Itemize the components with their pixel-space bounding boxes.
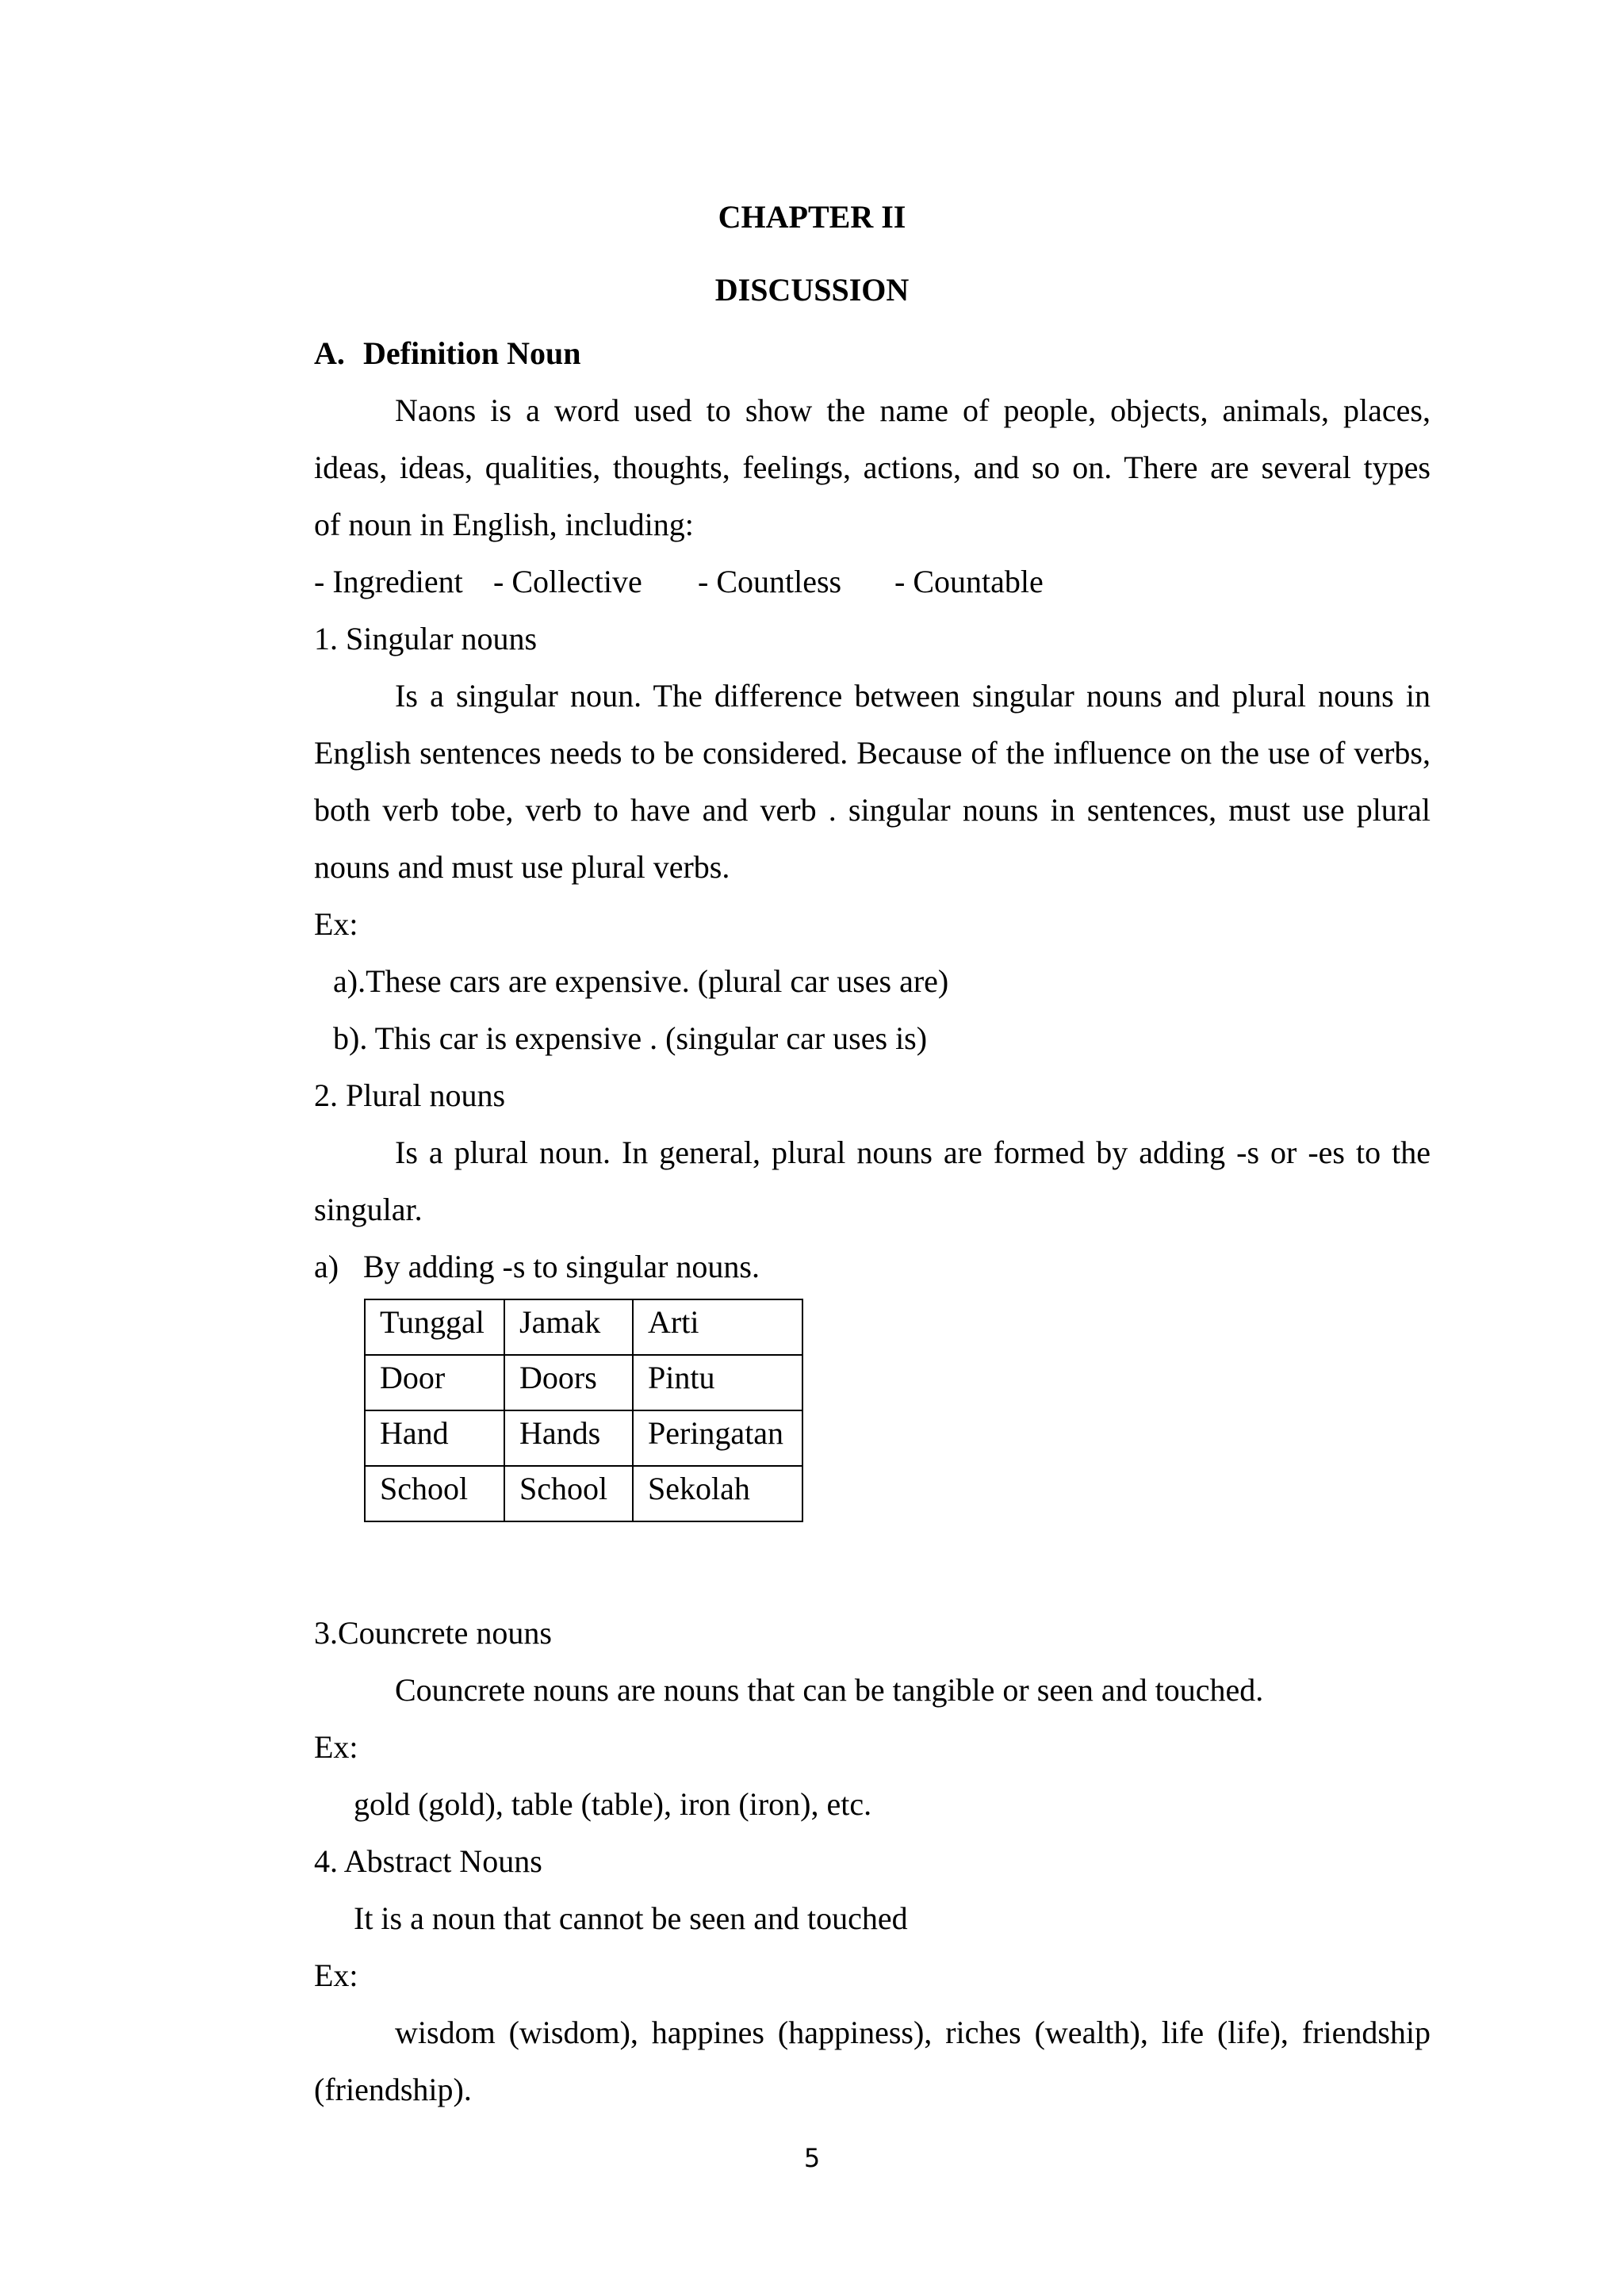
table-cell: Peringatan xyxy=(633,1410,802,1466)
table-row xyxy=(365,1466,802,1521)
singular-line-2: English sentences needs to be considered. Because of the influence on the use of verbs, xyxy=(314,735,1431,771)
table-header-cell: Arti xyxy=(633,1299,802,1355)
definition-paragraph-line-1: Naons is a word used to show the name of people, objects, animals, places, xyxy=(395,392,1431,428)
singular-heading: 1. Singular nouns xyxy=(314,621,538,656)
singular-example-b: b). This car is expensive . (singular car uses is) xyxy=(333,1020,928,1056)
plural-line-2: singular. xyxy=(314,1192,423,1227)
noun-type-countable: - Countable xyxy=(894,564,1044,599)
abstract-line-1: It is a noun that cannot be seen and touched xyxy=(354,1900,908,1936)
plural-line-1: Is a plural noun. In general, plural nouns are formed by adding -s or -es to the xyxy=(395,1135,1431,1170)
noun-type-ingredient: - Ingredient xyxy=(314,564,463,599)
table-header-cell: Jamak xyxy=(504,1299,633,1355)
plural-heading: 2. Plural nouns xyxy=(314,1077,506,1113)
table-row xyxy=(365,1410,802,1466)
table-row xyxy=(365,1355,802,1410)
noun-type-collective: - Collective xyxy=(493,564,642,599)
singular-example-a: a).These cars are expensive. (plural car uses are) xyxy=(333,963,949,999)
concrete-heading: 3.Councrete nouns xyxy=(314,1615,552,1651)
abstract-example-line-2: (friendship). xyxy=(314,2072,472,2107)
plural-sub-text: By adding -s to singular nouns. xyxy=(363,1249,760,1284)
plural-sub-marker: a) xyxy=(314,1249,339,1284)
table-cell: Hand xyxy=(365,1410,504,1466)
concrete-line-1: Councrete nouns are nouns that can be tangible or seen and touched. xyxy=(395,1672,1264,1708)
abstract-example-line-1: wisdom (wisdom), happines (happiness), riches (wealth), life (life), friendship xyxy=(395,2015,1431,2050)
chapter-title: DISCUSSION xyxy=(714,272,910,308)
table-cell: Pintu xyxy=(633,1355,802,1410)
table-cell: School xyxy=(504,1466,633,1521)
table-header-cell: Tunggal xyxy=(365,1299,504,1355)
definition-paragraph-line-2: ideas, ideas, qualities, thoughts, feelings, actions, and so on. There are several types xyxy=(314,450,1431,485)
table-cell: School xyxy=(365,1466,504,1521)
definition-paragraph-line-3: of noun in English, including: xyxy=(314,507,694,542)
noun-type-countless: - Countless xyxy=(698,564,842,599)
concrete-example: gold (gold), table (table), iron (iron), etc. xyxy=(354,1786,872,1822)
chapter-label: CHAPTER II xyxy=(718,199,906,235)
singular-line-3: both verb tobe, verb to have and verb . singular nouns in sentences, must use plural xyxy=(314,792,1431,828)
singular-example-label: Ex: xyxy=(314,906,358,942)
table-header-row xyxy=(365,1299,802,1355)
table-cell: Doors xyxy=(504,1355,633,1410)
singular-line-1: Is a singular noun. The difference between singular nouns and plural nouns in xyxy=(395,678,1431,714)
abstract-heading: 4. Abstract Nouns xyxy=(314,1843,542,1879)
singular-line-4: nouns and must use plural verbs. xyxy=(314,849,730,885)
concrete-example-label: Ex: xyxy=(314,1729,358,1765)
section-a-marker: A. xyxy=(314,335,345,371)
table-cell: Sekolah xyxy=(633,1466,802,1521)
page-number: 5 xyxy=(803,2143,821,2173)
table-cell: Door xyxy=(365,1355,504,1410)
abstract-example-label: Ex: xyxy=(314,1957,358,1993)
plural-nouns-table xyxy=(364,1299,803,1522)
table-cell: Hands xyxy=(504,1410,633,1466)
section-a-heading: Definition Noun xyxy=(363,335,581,371)
